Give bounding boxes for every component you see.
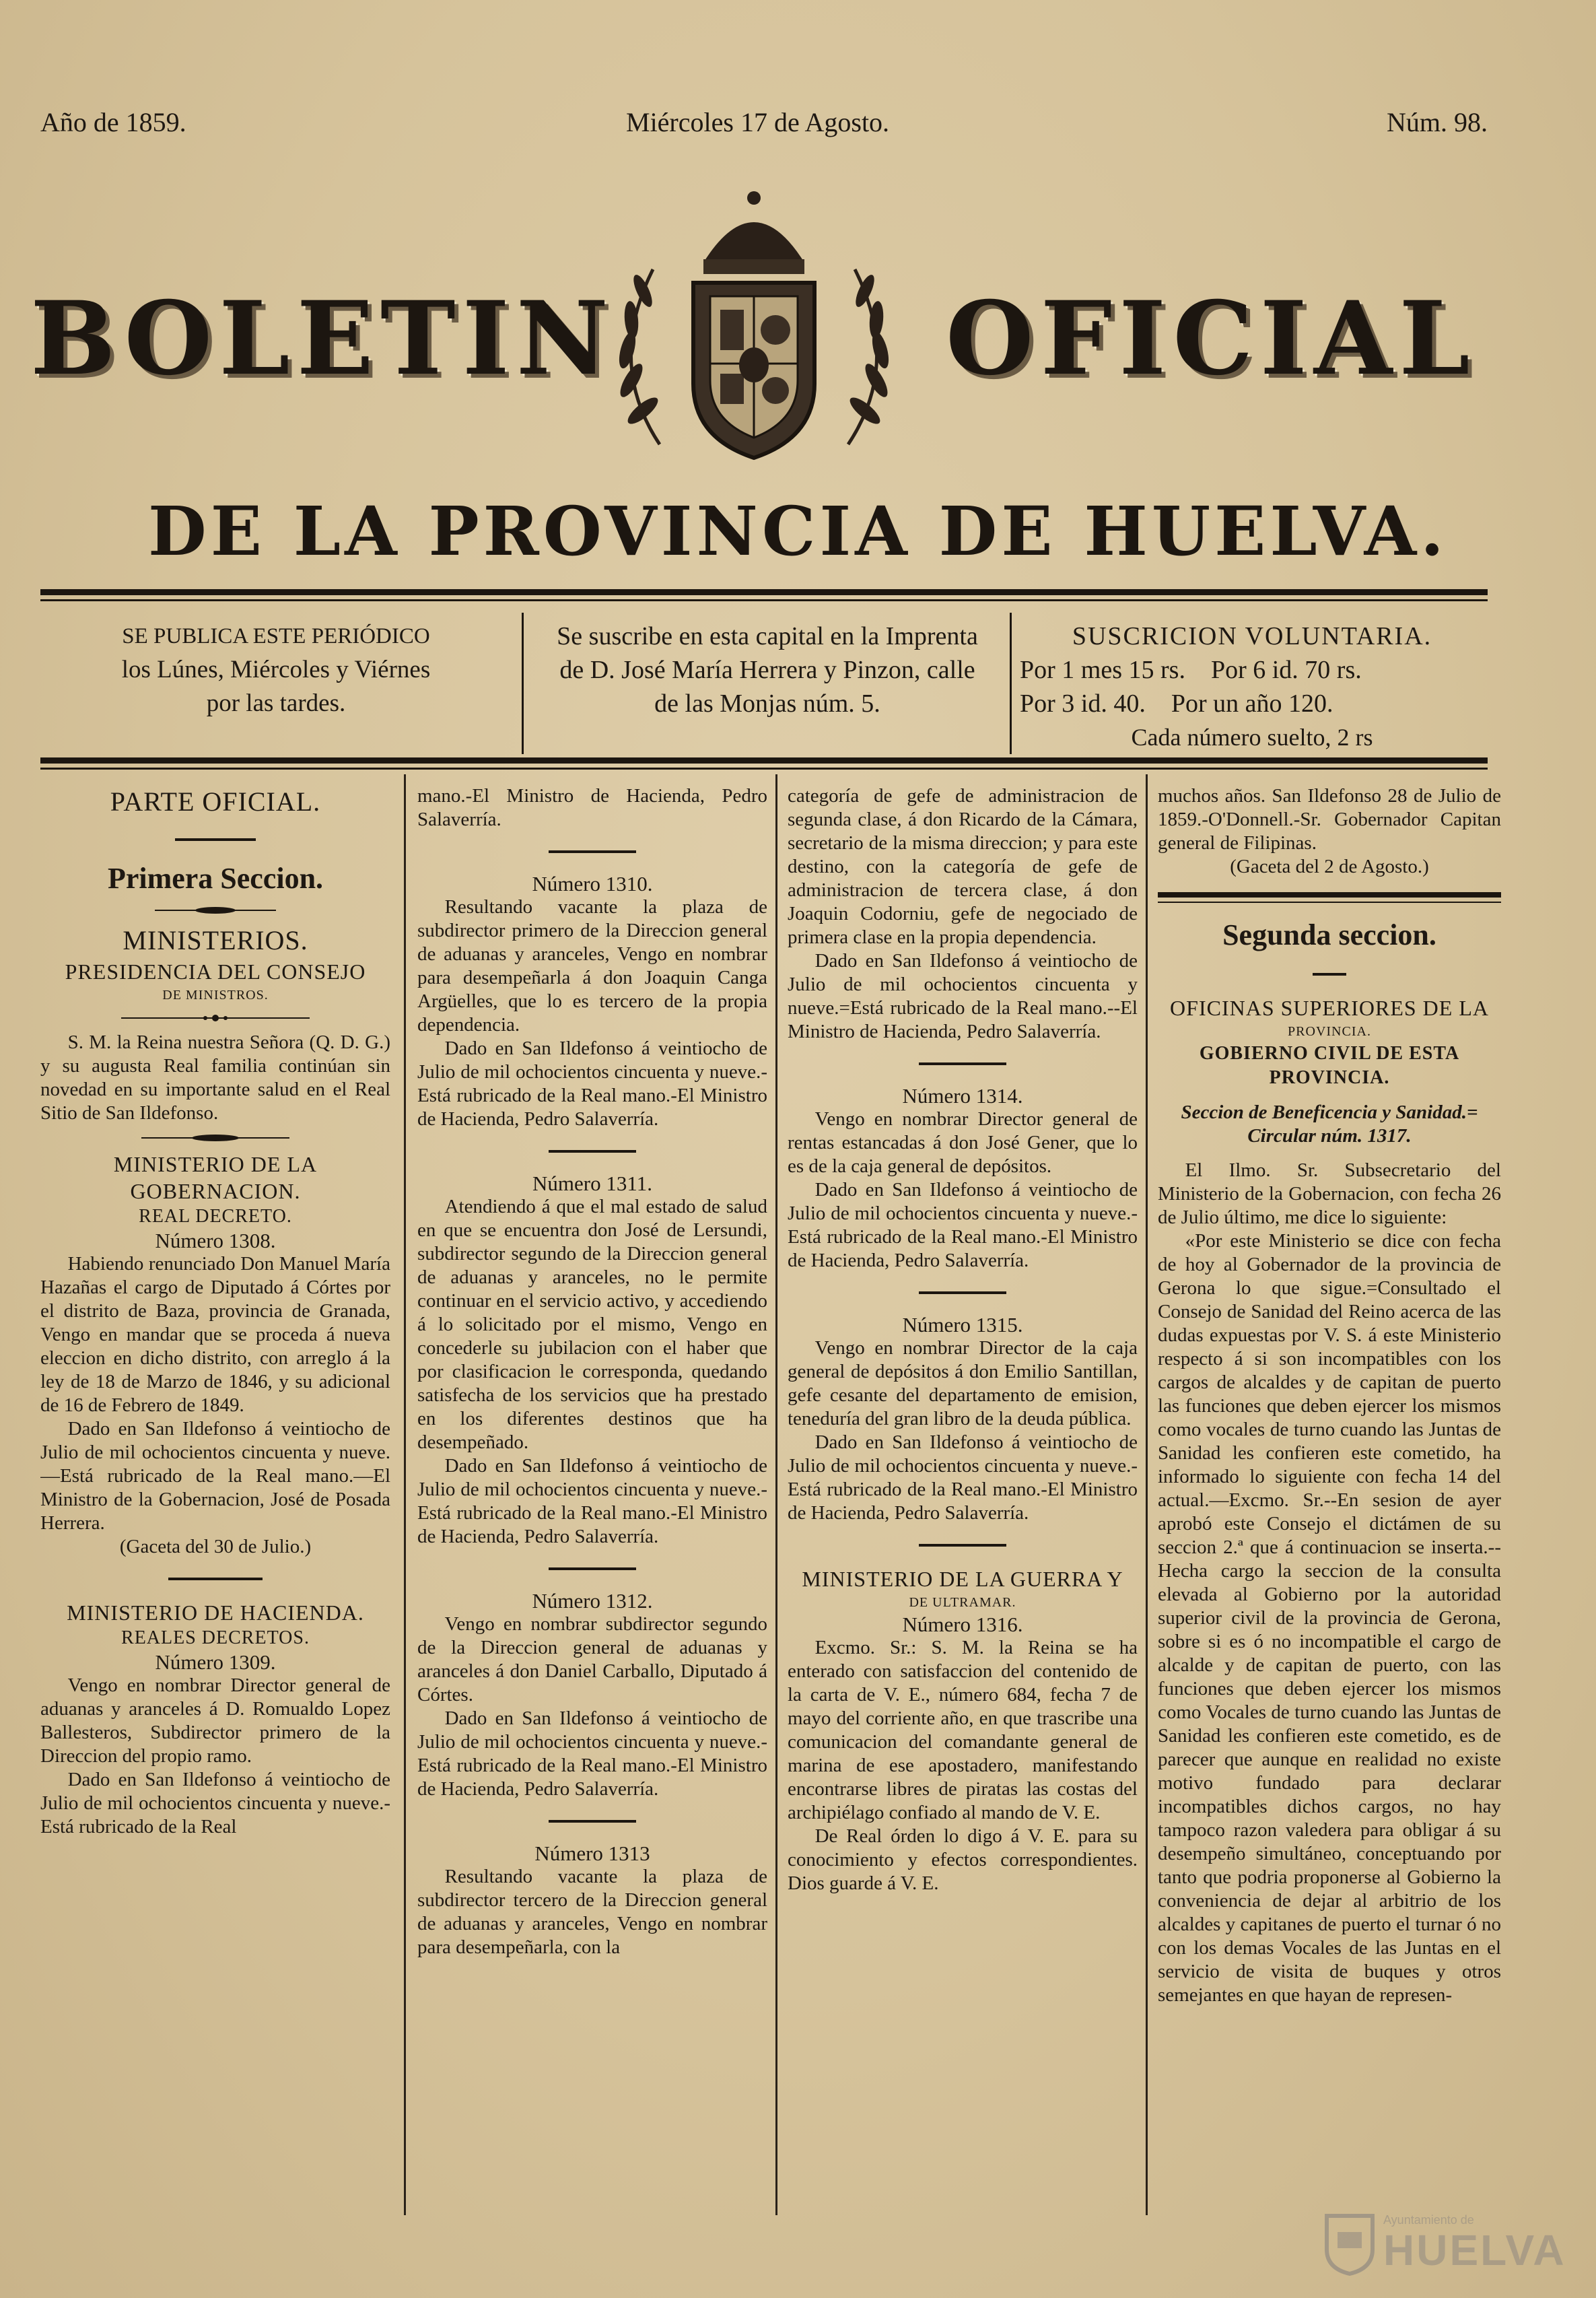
info-line: de D. José María Herrera y Pinzon, calle (559, 656, 975, 684)
decree-heading: REAL DECRETO. (139, 1206, 292, 1227)
article-paragraph: Dado en San Ildefonso á veintiocho de Julio de mil ochocientos cincuenta y nueve.-Está rubricado de la Real mano.-El Ministro de Hacienda, Pedro Salaverría. (417, 1708, 767, 1800)
divider-rule (549, 1150, 636, 1153)
article-paragraph: Vengo en nombrar Director general de aduanas y aranceles á D. Romualdo Lopez Ballesteros, Subdirector primero de la Direccion del propio ramo. (40, 1675, 390, 1767)
ministry-heading: MINISTERIO DE LA GOBERNACION. (113, 1152, 318, 1203)
article-paragraph: Dado en San Ildefonso á veintiocho de Julio de mil ochocientos cincuenta y nueve.—Está rubricado de la Real mano.—El Ministro de la Gobernacion, José de Posada Herrera. (40, 1418, 390, 1534)
circular-heading: Seccion de Beneficencia y Sanidad.= Circular núm. 1317. (1181, 1102, 1478, 1147)
dateline (40, 101, 1488, 148)
article-paragraph: muchos años. San Ildefonso 28 de Julio de 1859.-O'Donnell.-Sr. Gobernador Capitan general de Filipinas. (1158, 785, 1501, 854)
article-paragraph: Dado en San Ildefonso á veintiocho de Julio de mil ochocientos cincuenta y nueve.-Está rubricado de la Real mano.-El Ministro de Hacienda, Pedro Salaverría. (788, 1179, 1138, 1271)
section-rule-thin (1158, 902, 1501, 903)
decree-number: Número 1309. (155, 1650, 276, 1674)
watermark-caption: Ayuntamiento de (1383, 2213, 1474, 2227)
subscription-prices (1020, 619, 1484, 754)
archive-watermark (1323, 2212, 1566, 2279)
watermark-title: HUELVA (1383, 2226, 1566, 2274)
article-paragraph: Dado en San Ildefonso á veintiocho de Julio de mil ochocientos cincuenta y nueve.-Está rubricado de la Real (40, 1769, 390, 1837)
decree-number: Número 1310. (532, 872, 653, 895)
masthead-title-left: BOLETIN (30, 279, 615, 398)
divider-rule (549, 1820, 636, 1823)
article-paragraph: Resultando vacante la plaza de subdirector primero de la Direccion general de aduanas y aranceles, Vengo en nombrar para desempeñarla á don Joaquin Canga Argüelles, que lo es tercero de la propia dependencia. (417, 896, 767, 1036)
article-paragraph: Habiendo renunciado Don Manuel María Hazañas el cargo de Diputado á Córtes por el distrito de Baza, provincia de Granada, Vengo en mandar que se proceda á nueva eleccion en dicho distrito, con arreglo á la ley de 18 de Marzo de 1846, y su adicional de 16 de Febrero de 1849. (40, 1253, 390, 1416)
city-shield-icon (1323, 2212, 1377, 2276)
ministry-heading: PRESIDENCIA DEL CONSEJO (65, 959, 366, 984)
gaceta-citation: (Gaceta del 2 de Agosto.) (1230, 856, 1429, 877)
article-paragraph: Atendiendo á que el mal estado de salud en que se encuentra don José de Lersundi, subdirector segundo de la Direccion general de aduanas y aranceles, no le permite continuar en el servicio activo, y accediendo á lo solicitado por el mismo, Vengo en concederle su jubilacion con el haber que por clasificacion le corresponda, quedando satisfecha de los servicios que ha prestado en los diferentes destinos que ha desempeñado. (417, 1196, 767, 1453)
office-subheading: PROVINCIA. (1288, 1024, 1371, 1039)
section-heading: Primera Seccion. (107, 862, 324, 895)
column-divider (404, 774, 406, 2215)
ministry-heading: MINISTERIO DE LA GUERRA Y (802, 1567, 1123, 1591)
info-line: Se suscribe en esta capital en la Imprenta (557, 622, 978, 650)
info-line: por las tardes. (206, 689, 346, 717)
divider-rule (549, 850, 636, 853)
decree-number: Número 1316. (902, 1613, 1023, 1636)
divider-rule (919, 1291, 1006, 1294)
price-line: Cada número suelto, 2 rs (1131, 724, 1373, 751)
column-1 (40, 784, 390, 2205)
article-paragraph: S. M. la Reina nuestra Señora (Q. D. G.) y su augusta Real familia continúan sin novedad en su importante salud en el Real Sitio de San Ildefonso. (40, 1032, 390, 1124)
article-paragraph: El Ilmo. Sr. Subsecretario del Ministerio de la Gobernacion, con fecha 26 de Julio último, me dice lo siguiente: (1158, 1159, 1501, 1228)
section-rule (1158, 892, 1501, 898)
subscription-place (532, 619, 1003, 754)
flourish-ornament-icon (121, 1015, 310, 1021)
decree-number: Número 1308. (155, 1229, 276, 1252)
price-line: Por 1 mes 15 rs. Por 6 id. 70 rs. (1020, 656, 1362, 684)
year-label: Año de 1859. (40, 107, 186, 137)
price-line: Por 3 id. 40. Por un año 120. (1020, 689, 1333, 718)
masthead-subtitle: DE LA PROVINCIA DE HUELVA. (148, 492, 1448, 571)
header-rule (40, 589, 1488, 595)
ministry-subheading: DE MINISTROS. (162, 988, 269, 1003)
divider-ornament (175, 838, 256, 841)
flourish-ornament-icon (141, 1135, 289, 1141)
office-heading: GOBIERNO CIVIL DE ESTA PROVINCIA. (1199, 1043, 1460, 1088)
article-paragraph: Dado en San Ildefonso á veintiocho de Julio de mil ochocientos cincuenta y nueve.-Está rubricado de la Real mano.-El Ministro de Hacienda, Pedro Salaverría. (417, 1455, 767, 1547)
decree-number: Número 1313 (534, 1841, 650, 1865)
column-3 (788, 784, 1138, 2205)
section-heading: Segunda seccion. (1222, 918, 1436, 951)
info-rule (40, 757, 1488, 764)
ministry-heading: MINISTERIOS. (123, 925, 308, 955)
gaceta-citation: (Gaceta del 30 de Julio.) (119, 1536, 312, 1557)
article-paragraph: Dado en San Ildefonso á veintiocho de Julio de mil ochocientos cincuenta y nueve.-Está rubricado de la Real mano.-El Ministro de Hacienda, Pedro Salaverría. (417, 1038, 767, 1130)
article-paragraph: De Real órden lo digo á V. E. para su conocimiento y efectos correspondientes. Dios guarde á V. E. (788, 1825, 1138, 1894)
decree-number: Número 1311. (532, 1172, 652, 1195)
decree-number: Número 1314. (902, 1084, 1023, 1108)
office-heading: OFICINAS SUPERIORES DE LA (1170, 996, 1489, 1020)
article-paragraph: Vengo en nombrar Director general de rentas estancadas á don José Gener, que lo es de la caja general de depósitos. (788, 1108, 1138, 1177)
article-paragraph: Dado en San Ildefonso á veintiocho de Julio de mil ochocientos cincuenta y nueve.=Está rubricado de la Real mano.--El Ministro de Hacienda, Pedro Salaverría. (788, 950, 1138, 1042)
ministry-subheading: DE ULTRAMAR. (909, 1595, 1016, 1610)
header-rule-thin (40, 599, 1488, 601)
info-divider (1010, 613, 1012, 754)
decree-number: Número 1315. (902, 1313, 1023, 1337)
decree-heading: REALES DECRETOS. (121, 1627, 310, 1648)
column-2 (417, 784, 767, 2205)
info-line: los Lúnes, Miércoles y Viérnes (121, 656, 431, 683)
prices-title: SUSCRICION VOLUNTARIA. (1072, 622, 1432, 650)
info-rule-thin (40, 768, 1488, 770)
publication-schedule (40, 619, 512, 754)
info-line: de las Monjas núm. 5. (654, 689, 880, 718)
divider-rule (168, 1578, 263, 1580)
issue-date: Miércoles 17 de Agosto. (626, 107, 890, 137)
flourish-ornament-icon (155, 907, 276, 914)
masthead-title-right: OFICIAL (946, 279, 1477, 398)
column-4 (1158, 784, 1501, 2205)
divider-rule (549, 1567, 636, 1570)
column-divider (775, 774, 777, 2215)
article-paragraph: mano.-El Ministro de Hacienda, Pedro Salaverría. (417, 785, 767, 830)
article-paragraph: categoría de gefe de administracion de segunda clase, á don Ricardo de la Cámara, secretario de la misma direccion; y para este destino, con la categoría de gefe de administracion de tercera clase, á don Joaquin Codorniu, gefe de negociado de primera clase en la propia dependencia. (788, 785, 1138, 948)
info-line: SE PUBLICA ESTE PERIÓDICO (122, 624, 430, 648)
article-paragraph: Excmo. Sr.: S. M. la Reina se ha enterado con satisfaccion del contenido de la carta de V. E., número 684, fecha 7 de mayo del corriente año, en que trascribe una comunicacion del comandante general de marina de ese apostadero, manifestando encontrarse libres de piratas las costas del archipiélago confiado al mando de V. E. (788, 1637, 1138, 1823)
info-divider (522, 613, 524, 754)
article-paragraph: «Por este Ministerio se dice con fecha de hoy al Gobernador de la provincia de Gerona lo que sigue.=Consultado el Consejo de Sanidad del Reino acerca de las dudas expuestas por V. S. á este Ministerio respecto á si son incompatibles con los cargos de alcaldes y de capitan de puerto las funciones que deben ejercer los mismos como vocales de turno cuando las Juntas de Sanidad les confieren este cometido, ha informado lo siguiente con fecha 14 del actual.—Excmo. Sr.--En sesion de ayer aprobó este Consejo el dictámen de su seccion 2.ª que á continuacion se inserta.--Hecha cargo la seccion de la consulta elevada al Gobierno por la autoridad superior civil de la provincia de Gerona, sobre si es ó no incompatible el cargo de alcalde y de capitan de puerto, con las funciones que deben ejercer los mismos como Vocales de turno cuando las Juntas de Sanidad les confieren este cometido, es de parecer que aunque en realidad no existe motivo fundado para declarar incompatibles dichos cargos, no hay tampoco razon valedera para obligar á su desempeño simultáneo, conceptuando por tanto que podria proponerse al Gobierno la conveniencia de dejar al arbitrio de los alcaldes y capitanes de puerto el turnar ó no con los demas Vocales de las Juntas en el servicio de visita de buques y otros semejantes en que hayan de represen- (1158, 1230, 1501, 2006)
article-paragraph: Dado en San Ildefonso á veintiocho de Julio de mil ochocientos cincuenta y nueve.-Está rubricado de la Real mano.-El Ministro de Hacienda, Pedro Salaverría. (788, 1431, 1138, 1524)
royal-coat-of-arms-icon (579, 189, 929, 471)
ministry-heading: MINISTERIO DE HACIENDA. (67, 1600, 364, 1625)
divider-ornament (1313, 973, 1346, 976)
article-paragraph: Resultando vacante la plaza de subdirector tercero de la Direccion general de aduanas y aranceles, Vengo en nombrar para desempeñarla, con la (417, 1866, 767, 1958)
decree-number: Número 1312. (532, 1589, 653, 1613)
divider-rule (919, 1544, 1006, 1547)
divider-rule (919, 1062, 1006, 1065)
article-paragraph: Vengo en nombrar Director de la caja general de depósitos á don Emilio Santillan, gefe cesante del departamento de emision, teneduría del gran libro de la deuda pública. (788, 1337, 1138, 1429)
section-heading: PARTE OFICIAL. (110, 786, 321, 817)
article-paragraph: Vengo en nombrar subdirector segundo de la Direccion general de aduanas y aranceles á don Daniel Carballo, Diputado á Córtes. (417, 1613, 767, 1705)
issue-number: Núm. 98. (1387, 107, 1488, 137)
column-divider (1146, 774, 1148, 2215)
